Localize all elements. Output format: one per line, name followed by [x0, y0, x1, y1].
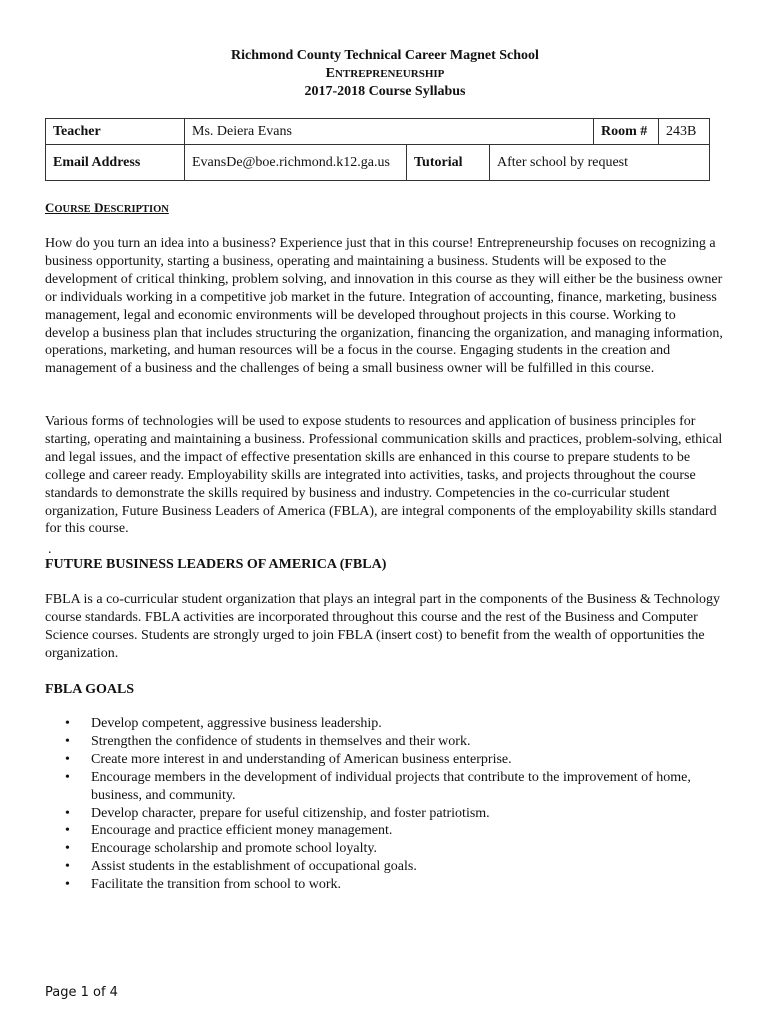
list-item — [45, 805, 725, 823]
heading-rest-ourse: OURSE — [54, 204, 91, 215]
bullet-icon: • — [65, 805, 70, 821]
email-row — [46, 145, 710, 181]
tutorial-label: Tutorial — [407, 145, 490, 181]
bullet-icon: • — [65, 859, 70, 875]
teacher-row — [46, 119, 710, 145]
course-description-heading — [45, 199, 169, 219]
room-value: 243B — [659, 119, 710, 145]
course-description-paragraph-1: How do you turn an idea into a business? Experience just that in this course! Entrepreneurship focuses on recognizing a business opportunity, starting a business, operating and maintaining a business. Students will be exposed to the development of critical thinking, problem solving, and innovation in this course as they will either be the business owner or individuals working in a competitive job market in the future. Integration of accounting, finance, marketing, business management, legal and economic environments will be developed throughout projects in this course. Working to develop a business plan that includes structuring the organization, financing the organization, and managing information, operations, marketing, and human resources will be a focus in the course. Engaging students in the creation and management of a business and the challenges of being a small business owner will be fulfilled in this course. — [45, 236, 723, 377]
fbla-goals-list — [45, 715, 725, 894]
tutorial-value: After school by request — [490, 145, 710, 181]
email-address-link[interactable]: EvansDe@boe.richmond.k12.ga.us — [192, 155, 390, 170]
heading-rest-escription: ESCRIPTION — [103, 204, 169, 215]
course-title-initial: E — [325, 66, 335, 81]
goal-text: Develop character, prepare for useful citizenship, and foster patriotism. — [91, 805, 490, 821]
room-label: Room # — [594, 119, 659, 145]
list-item — [45, 840, 725, 858]
email-value — [185, 145, 407, 181]
teacher-label: Teacher — [46, 119, 185, 145]
goal-text: Strengthen the confidence of students in themselves and their work. — [91, 733, 471, 749]
list-item — [45, 858, 725, 876]
heading-initial-c: C — [45, 200, 55, 215]
fbla-goals-heading: FBLA GOALS — [45, 682, 135, 697]
heading-initial-d: D — [94, 200, 104, 215]
list-item — [45, 769, 725, 805]
course-title-rest: NTREPRENEURSHIP — [334, 68, 445, 80]
school-title: Richmond County Technical Career Magnet School — [231, 48, 539, 63]
goal-text: Develop competent, aggressive business leadership. — [91, 716, 382, 731]
bullet-icon: • — [65, 877, 70, 893]
bullet-icon: • — [65, 751, 70, 767]
bullet-icon: • — [65, 769, 70, 785]
goal-text: Assist students in the establishment of occupational goals. — [91, 859, 417, 875]
list-item — [45, 715, 725, 733]
fbla-paragraph: FBLA is a co-curricular student organization that plays an integral part in the components of the Business & Technology course standards. FBLA activities are incorporated throughout this course and the rest of the Business and Computer Science courses. Students are strongly urged to join FBLA (insert cost) to benefit from the wealth of opportunities the organization. — [45, 592, 721, 661]
course-description-paragraph-2: Various forms of technologies will be used to expose students to resources and application of business principles for starting, operating and maintaining a business. Professional communication skills and practices, problem-solving, ethical and legal issues, and the impact of effective presentation skills are enhanced in this course to prepare students to be college and career ready. Employability skills are integrated into activities, tasks, and projects throughout the course standards to demonstrate the skills required by business and industry. Competencies in the co-curricular student organization, Future Business Leaders of America (FBLA), are integral components of the employability skills standard for this course. — [45, 414, 723, 537]
email-label: Email Address — [46, 145, 185, 181]
goal-text: Encourage members in the development of individual projects that contribute to the improvement of home, business, and community. — [91, 769, 691, 803]
goal-text: Encourage scholarship and promote school loyalty. — [91, 841, 378, 857]
bullet-icon: • — [65, 823, 70, 839]
bullet-icon: • — [65, 733, 70, 749]
bullet-icon: • — [65, 841, 70, 857]
list-item — [45, 822, 725, 840]
list-item — [45, 733, 725, 751]
goal-text: Encourage and practice efficient money management. — [91, 823, 393, 839]
teacher-value: Ms. Deiera Evans — [185, 119, 594, 145]
fbla-heading: FUTURE BUSINESS LEADERS OF AMERICA (FBLA) — [45, 557, 387, 572]
course-title — [0, 65, 770, 83]
bullet-icon: • — [65, 716, 70, 731]
syllabus-year-title: 2017-2018 Course Syllabus — [304, 84, 466, 99]
teacher-info-table — [45, 118, 710, 181]
goal-text: Facilitate the transition from school to work. — [91, 877, 342, 893]
goal-text: Create more interest in and understanding of American business enterprise. — [91, 751, 512, 767]
list-item — [45, 751, 725, 769]
page-number: Page 1 of 4 — [45, 985, 118, 1000]
list-item — [45, 876, 725, 894]
stray-dot: . — [48, 542, 52, 557]
